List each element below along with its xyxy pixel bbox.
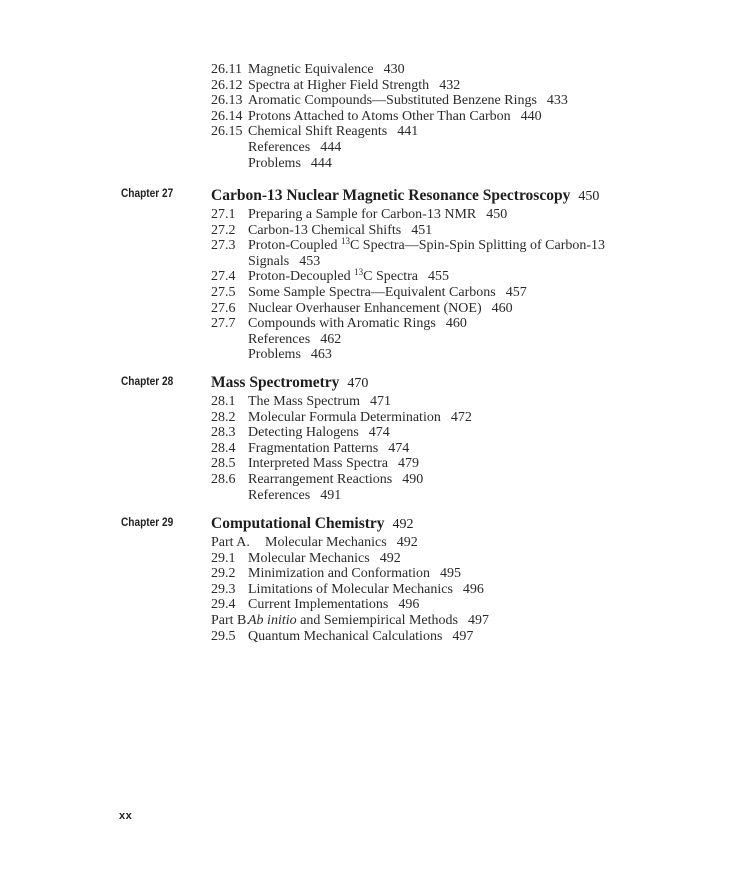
ch26-continued — [211, 62, 711, 171]
toc-entry: 26.14 Protons Attached to Atoms Other Than Carbon 440 — [211, 108, 542, 124]
toc-references: References 444 — [248, 139, 342, 155]
chapter-28-title: Mass Spectrometry 470 — [211, 374, 369, 391]
toc-entry: 28.5 Interpreted Mass Spectra 479 — [211, 456, 419, 472]
toc-entry: 29.2 Minimization and Conformation 495 — [211, 566, 461, 582]
chapter-29-label: Chapter 29 — [121, 517, 174, 529]
toc-entry: 27.3 Proton-Coupled $^{13}$C Spectra—Spin-Spin Splitting of Carbon-13 — [211, 236, 606, 254]
chapter-28-label: Chapter 28 — [121, 376, 174, 388]
chapter-29 — [211, 514, 711, 644]
toc-references: References 462 — [248, 331, 342, 347]
page-folio: xx — [119, 810, 133, 822]
toc-entry: 27.2 Carbon-13 Chemical Shifts 451 — [211, 222, 433, 238]
toc-entry: 27.7 Compounds with Aromatic Rings 460 — [211, 316, 467, 332]
toc-problems: Problems 463 — [248, 347, 332, 363]
toc-entry-wrap: Signals 453 — [248, 253, 321, 269]
toc-problems: Problems 444 — [248, 155, 332, 171]
chapter-28 — [211, 373, 711, 503]
toc-entry: 27.6 Nuclear Overhauser Enhancement (NOE) 460 — [211, 300, 513, 316]
toc-entry: 29.5 Quantum Mechanical Calculations 497 — [211, 628, 474, 644]
chapter-27-label: Chapter 27 — [121, 188, 174, 200]
toc-entry: 27.1 Preparing a Sample for Carbon-13 NMR 450 — [211, 207, 508, 222]
toc-entry: 26.13 Aromatic Compounds—Substituted Benzene Rings 433 — [211, 93, 568, 109]
toc-entry: 28.4 Fragmentation Patterns 474 — [211, 440, 410, 456]
toc-entry: 28.1 The Mass Spectrum 471 — [211, 394, 391, 409]
toc-entry: 28.2 Molecular Formula Determination 472 — [211, 409, 472, 425]
toc-entry: 27.5 Some Sample Spectra—Equivalent Carbons 457 — [211, 284, 527, 300]
chapter-29-title: Computational Chemistry 492 — [211, 515, 414, 532]
toc-entry: 29.3 Limitations of Molecular Mechanics 496 — [211, 581, 484, 597]
toc-entry: 26.12 Spectra at Higher Field Strength 432 — [211, 77, 461, 93]
toc-entry: 26.11 Magnetic Equivalence 430 — [211, 62, 405, 77]
toc-part-b: Part B.Ab initio and Semiempirical Methods 497 — [211, 612, 489, 628]
chapter-27-title: Carbon-13 Nuclear Magnetic Resonance Spectroscopy 450 — [211, 187, 600, 204]
toc-references: References 491 — [248, 487, 342, 503]
chapter-27 — [211, 186, 711, 363]
toc-entry: 29.4 Current Implementations 496 — [211, 597, 420, 613]
toc-entry: 28.3 Detecting Halogens 474 — [211, 425, 390, 441]
toc-entry: 28.6 Rearrangement Reactions 490 — [211, 471, 424, 487]
toc-part-a: Part A. Molecular Mechanics 492 — [211, 535, 418, 550]
toc-entry: 29.1 Molecular Mechanics 492 — [211, 550, 401, 566]
toc-entry: 27.4 Proton-Decoupled $^{13}$C Spectra 455 — [211, 267, 449, 285]
toc-entry: 26.15 Chemical Shift Reagents 441 — [211, 124, 419, 140]
